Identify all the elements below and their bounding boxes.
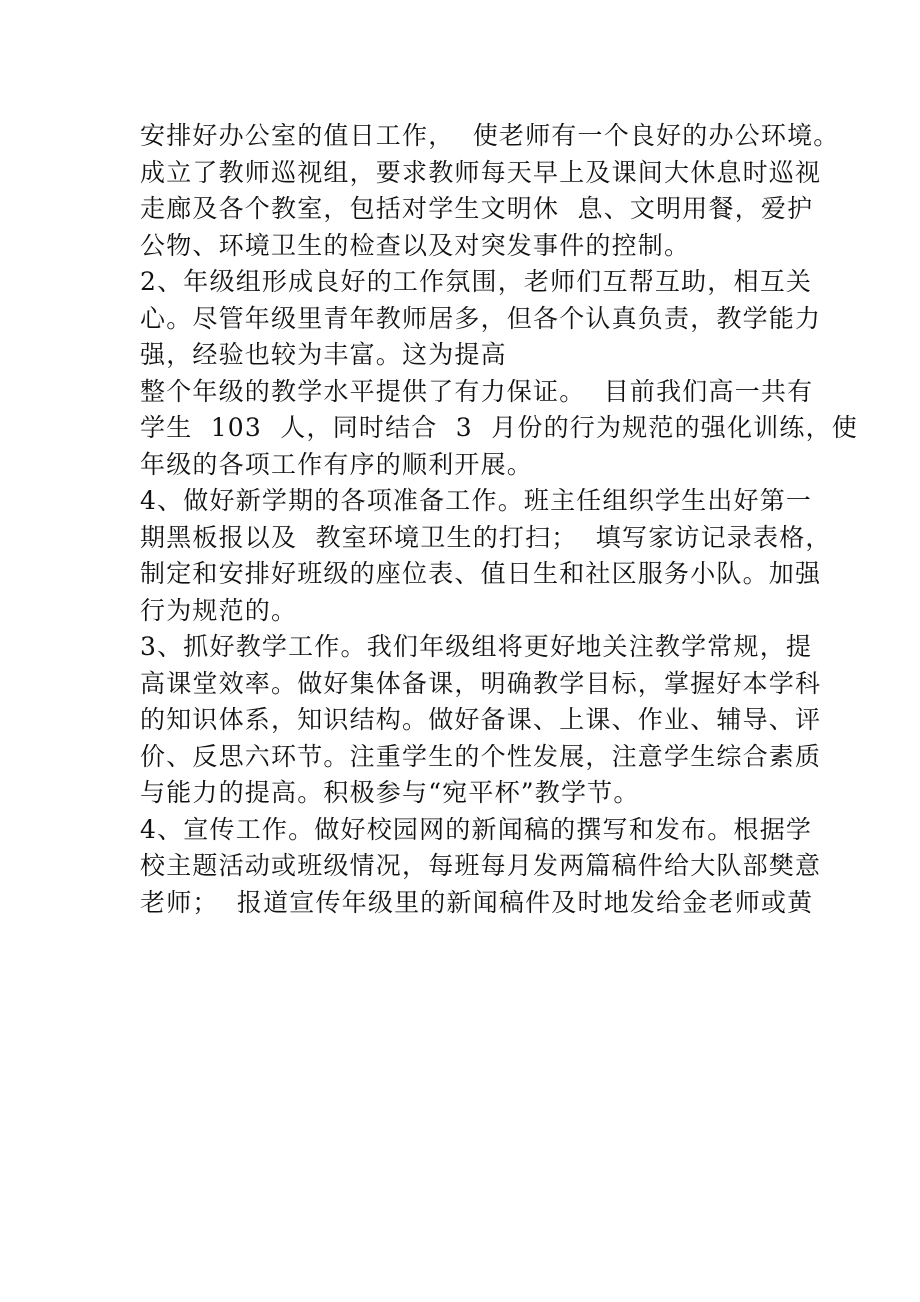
text-line: 成立了教师巡视组，要求教师每天早上及课间大休息时巡视 <box>140 157 822 187</box>
text-line: 3、抓好教学工作。我们年级组将更好地关注教学常规，提 <box>140 632 813 661</box>
text-line: 心。尽管年级里青年教师居多，但各个认真负责，教学能力 <box>140 303 822 333</box>
text-line: 走廊及各个教室，包括对学生文明休 息、文明用餐，爱护 <box>140 194 814 223</box>
text-line: 高课堂效率。做好集体备课，明确教学目标，掌握好本学科 <box>140 668 822 698</box>
text-line: 价、反思六环节。注重学生的个性发展，注意学生综合素质 <box>140 741 822 771</box>
text-line: 的知识体系，知识结构。做好备课、上课、作业、辅导、评 <box>140 705 822 734</box>
text-line: 4、宣传工作。做好校园网的新闻稿的撰写和发布。根据学 <box>140 814 813 844</box>
text-line: 4、做好新学期的各项准备工作。班主任组织学生出好第一 <box>140 486 813 515</box>
text-line: 制定和安排好班级的座位表、值日生和社区服务小队。加强 <box>140 559 822 588</box>
text-line: 公物、环境卫生的检查以及对突发事件的控制。 <box>140 230 691 260</box>
body-text <box>140 118 858 921</box>
text-line: 校主题活动或班级情况，每班每月发两篇稿件给大队部樊意 <box>140 851 822 880</box>
text-line: 2、年级组形成良好的工作氛围，老师们互帮互助，相互关 <box>140 267 813 296</box>
text-line: 老师； 报道宣传年级里的新闻稿件及时地发给金老师或黄 <box>140 887 814 917</box>
text-line: 年级的各项工作有序的顺利开展。 <box>140 449 534 479</box>
text-line: 学生 103 人，同时结合 3 月份的行为规范的强化训练，使 <box>140 413 858 442</box>
text-line: 安排好办公室的值日工作， 使老师有一个良好的办公环境。 <box>140 121 840 150</box>
text-line: 整个年级的教学水平提供了有力保证。 目前我们高一共有 <box>140 376 814 406</box>
text-line: 行为规范的。 <box>140 595 298 625</box>
text-line: 强，经验也较为丰富。这为提高 <box>140 340 507 369</box>
text-line: 期黑板报以及 教室环境卫生的打扫； 填写家访记录表格， <box>140 522 832 552</box>
text-line: 与能力的提高。积极参与“宛平杯”教学节。 <box>140 778 640 807</box>
